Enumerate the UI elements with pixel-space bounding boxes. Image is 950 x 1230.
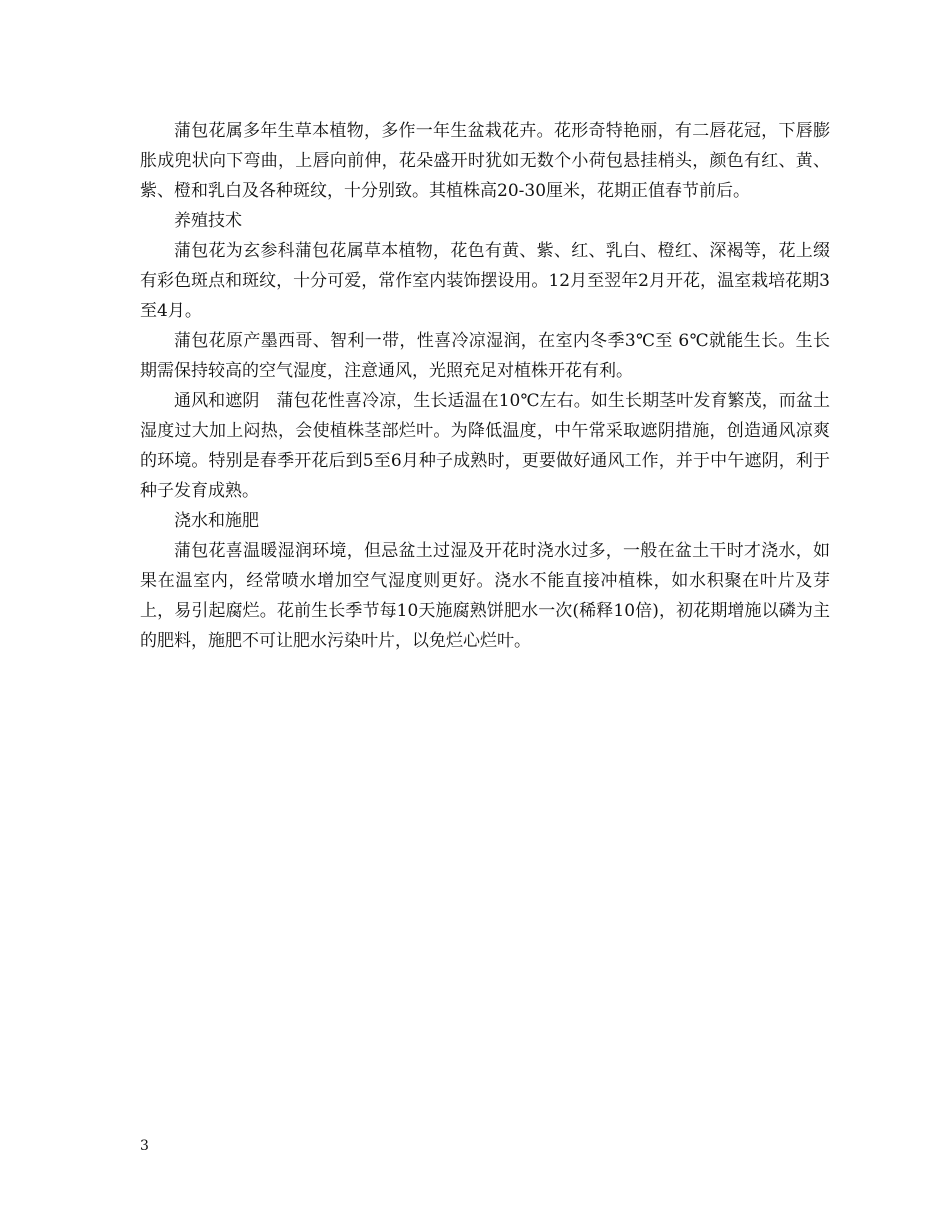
- document-body: [140, 116, 830, 656]
- paragraph-intro: 蒲包花属多年生草本植物，多作一年生盆栽花卉。花形奇特艳丽，有二唇花冠，下唇膨胀成兜状向下弯曲，上唇向前伸，花朵盛开时犹如无数个小荷包悬挂梢头，颜色有红、黄、紫、橙和乳白及各种斑纹，十分别致。其植株高20-30厘米，花期正值春节前后。: [140, 121, 830, 201]
- page-number: 3: [140, 1138, 149, 1154]
- paragraph-description: 蒲包花为玄参科蒲包花属草本植物，花色有黄、紫、红、乳白、橙红、深褐等，花上缀有彩色斑点和斑纹，十分可爱，常作室内装饰摆设用。12月至翌年2月开花，温室栽培花期3至4月。: [140, 241, 830, 321]
- paragraph-watering: 蒲包花喜温暖湿润环境，但忌盆土过湿及开花时浇水过多，一般在盆土干时才浇水，如果在温室内，经常喷水增加空气湿度则更好。浇水不能直接冲植株，如水积聚在叶片及芽上，易引起腐烂。花前生长季节每10天施腐熟饼肥水一次(稀释10倍)，初花期增施以磷为主的肥料，施肥不可让肥水污染叶片，以免烂心烂叶。: [140, 541, 830, 651]
- heading-watering: 浇水和施肥: [174, 511, 259, 531]
- paragraph-ventilation: 通风和遮阴 蒲包花性喜冷凉，生长适温在10℃左右。如生长期茎叶发育繁茂，而盆土湿度过大加上闷热，会使植株茎部烂叶。为降低温度，中午常采取遮阴措施，创造通风凉爽的环境。特别是春季开花后到5至6月种子成熟时，更要做好通风工作，并于中午遮阴，利于种子发育成熟。: [140, 391, 830, 501]
- paragraph-origin: 蒲包花原产墨西哥、智利一带，性喜冷凉湿润，在室内冬季3℃至 6℃就能生长。生长期需保持较高的空气湿度，注意通风，光照充足对植株开花有利。: [140, 331, 830, 381]
- heading-cultivation: 养殖技术: [174, 211, 242, 231]
